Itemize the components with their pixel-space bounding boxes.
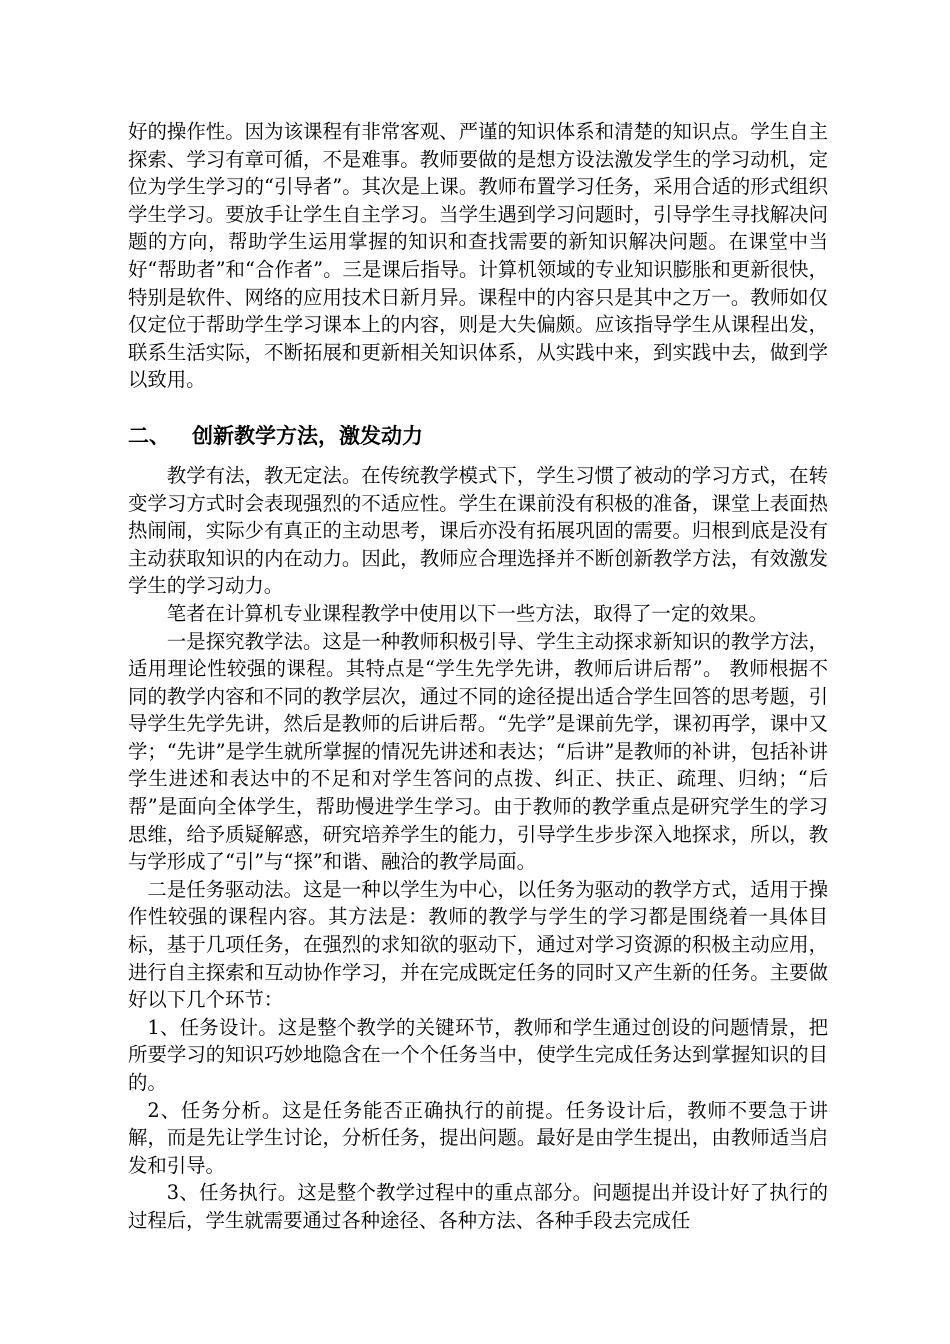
document-page xyxy=(128,118,828,1235)
body-paragraph: 一是探究教学法。这是一种教师积极引导、学生主动探求新知识的教学方法，适用理论性较强的课程。其特点是“学生先学先讲，教师后讲后帮”。 教师根据不同的教学内容和不同的教学层次，通过不同的途径提出适合学生回答的思考题，引导学生先学先讲，然后是教师的后讲后帮。“先学”是课前先学，课初再学，课中又学；“先讲”是学生就所掌握的情况先讲述和表达；“后讲”是教师的补讲，包括补讲学生进述和表达中的不足和对学生答问的点拨、纠正、扶正、疏理、归纳；“后帮”是面向全体学生，帮助慢进学生学习。由于教师的教学重点是研究学生的学习思维，给予质疑解惑，研究培养学生的能力，引导学生步步深入地探求，所以，教与学形成了“引”与“探”和谐、融洽的教学局面。 xyxy=(128,629,828,874)
section-heading xyxy=(128,422,828,450)
list-item-paragraph: 1、任务设计。这是整个教学的关键环节，教师和学生通过创设的问题情景，把所要学习的知识巧妙地隐含在一个个任务当中，使学生完成任务达到掌握知识的目的。 xyxy=(128,1015,828,1094)
body-paragraph: 好的操作性。因为该课程有非常客观、严谨的知识体系和清楚的知识点。学生自主探索、学习有章可循，不是难事。教师要做的是想方设法激发学生的学习动机，定位为学生学习的“引导者”。其次是上课。教师布置学习任务，采用合适的形式组织学生学习。要放手让学生自主学习。当学生遇到学习问题时，引导学生寻找解决问题的方向，帮助学生运用掌握的知识和查找需要的新知识解决问题。在课堂中当好“帮助者”和“合作者”。三是课后指导。计算机领域的专业知识膨胀和更新很快，特别是软件、网络的应用技术日新月异。课程中的内容只是其中之万一。教师如仅仅定位于帮助学生学习课本上的内容，则是大失偏颇。应该指导学生从课程出发，联系生活实际，不断拓展和更新相关知识体系，从实践中来，到实践中去，做到学以致用。 xyxy=(128,120,828,392)
list-item-paragraph: 3、任务执行。这是整个教学过程中的重点部分。问题提出并设计好了执行的过程后，学生就需要通过各种途径、各种方法、各种手段去完成任 xyxy=(128,1181,828,1232)
body-paragraph: 教学有法，教无定法。在传统教学模式下，学生习惯了被动的学习方式，在转变学习方式时会表现强烈的不适应性。学生在课前没有积极的准备，课堂上表面热热闹闹，实际少有真正的主动思考，课后亦没有拓展巩固的需要。归根到底是没有主动获取知识的内在动力。因此，教师应合理选择并不断创新教学方法，有效激发学生的学习动力。 xyxy=(128,463,828,598)
body-paragraph: 二是任务驱动法。这是一种以学生为中心，以任务为驱动的教学方式，适用于操作性较强的课程内容。其方法是：教师的教学与学生的学习都是围绕着一具体目标，基于几项任务，在强烈的求知欲的驱动下，通过对学习资源的积极主动应用，进行自主探索和互动协作学习，并在完成既定任务的同时又产生新的任务。主要做好以下几个环节： xyxy=(128,877,828,1012)
section-number: 二、 xyxy=(128,423,170,448)
body-paragraph: 笔者在计算机专业课程教学中使用以下一些方法，取得了一定的效果。 xyxy=(166,601,768,625)
section-title: 创新教学方法，激发动力 xyxy=(192,423,423,448)
list-item-paragraph: 2、任务分析。这是任务能否正确执行的前提。任务设计后，教师不要急于讲解，而是先让学生讨论，分析任务，提出问题。最好是由学生提出，由教师适当启发和引导。 xyxy=(128,1098,828,1177)
